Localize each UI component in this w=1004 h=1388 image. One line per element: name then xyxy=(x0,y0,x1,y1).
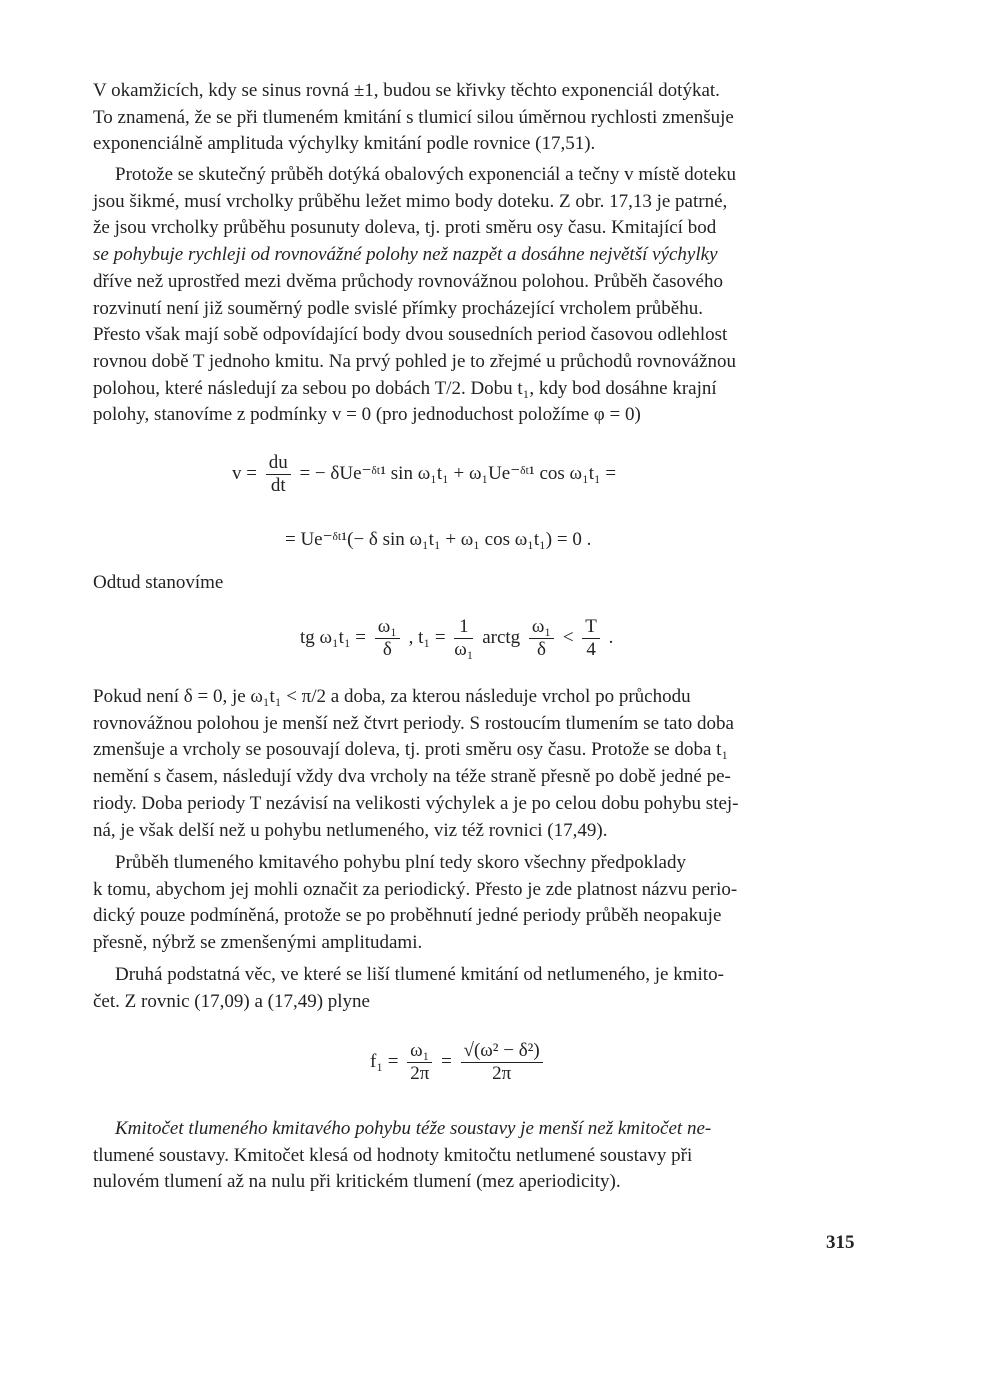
text-line: že jsou vrcholky průběhu posunuty doleva, tj. proti směru osy času. Kmitající bod xyxy=(93,217,717,239)
frac-denominator: δ xyxy=(382,639,392,660)
fraction-omega-delta xyxy=(375,616,400,661)
text-line: ná, je však delší než u pohybu netlumeného, viz též rovnici (17,49). xyxy=(93,819,608,841)
eq-equals: = xyxy=(441,1050,452,1072)
text-line: Odtud stanovíme xyxy=(93,572,224,593)
equation-velocity xyxy=(232,452,616,497)
frac-numerator: ω₁ xyxy=(407,1040,432,1063)
fraction-T-4 xyxy=(582,616,600,661)
fraction-sqrt-2pi xyxy=(461,1040,543,1085)
text-line: čet. Z rovnic (17,09) a (17,49) plyne xyxy=(93,990,370,1012)
frac-numerator: du xyxy=(266,452,291,475)
text-line: dříve než uprostřed mezi dvěma průchody rovnovážnou polohou. Průběh časového xyxy=(93,270,723,292)
paragraph-5 xyxy=(93,850,855,957)
eq-mid: , t₁ = xyxy=(408,626,446,648)
text-line: polohy, stanovíme z podmínky v = 0 (pro jednoduchost položíme φ = 0) xyxy=(93,404,641,426)
text-line: riody. Doba periody T nezávisí na velikosti výchylek a je po celou dobu pohybu stej- xyxy=(93,792,739,814)
text-line: V okamžicích, kdy se sinus rovná ±1, budou se křivky těchto exponenciál dotýkat. xyxy=(93,80,720,101)
text-line: tlumené soustavy. Kmitočet klesá od hodnoty kmitočtu netlumené soustavy při xyxy=(93,1144,693,1166)
paragraph-2 xyxy=(93,162,855,429)
frac-denominator: δ xyxy=(537,639,546,660)
frac-denominator: 4 xyxy=(586,639,596,660)
text-line: Pokud není δ = 0, je ω₁t₁ < π/2 a doba, za kterou následuje vrchol po průchodu xyxy=(93,686,691,707)
text-line: nemění s časem, následují vždy dva vrcholy na téže straně přesně po době jedné pe- xyxy=(93,766,731,788)
eq-lhs: v = xyxy=(232,462,257,484)
paragraph-1 xyxy=(93,78,855,158)
text-line: To znamená, že se při tlumeném kmitání s tlumicí silou úměrnou rychlosti zmenšuje xyxy=(93,106,734,128)
text-line: exponenciálně amplituda výchylky kmitání podle rovnice (17,51). xyxy=(93,133,596,155)
equation-velocity-factored xyxy=(285,528,591,551)
fraction-du-dt xyxy=(266,452,291,497)
paragraph-3 xyxy=(93,570,855,597)
text-line: rozvinutí není již souměrný podle svislé přímky procházející vrcholem průběhu. xyxy=(93,297,703,319)
frac-numerator: ω₁ xyxy=(375,616,400,639)
text-line: zmenšuje a vrcholy se posouvají doleva, tj. proti směru osy času. Protože se doba t₁ xyxy=(93,739,729,761)
equation-time-t1 xyxy=(300,616,613,661)
eq-text: = Ue⁻ᵟᵗ¹(− δ sin ω₁t₁ + ω₁ cos ω₁t₁) = 0 . xyxy=(285,529,592,550)
text-line: polohou, které následují za sebou po dobách T/2. Dobu t₁, kdy bod dosáhne krajní xyxy=(93,377,717,399)
eq-rhs: = − δUe⁻ᵟᵗ¹ sin ω₁t₁ + ω₁Ue⁻ᵟᵗ¹ cos ω₁t₁ = xyxy=(299,462,617,484)
paragraph-6 xyxy=(93,962,855,1015)
frac-numerator: 1 xyxy=(454,616,473,639)
text-line: rovnovážnou polohou je menší než čtvrt periody. S rostoucím tlumením se tato doba xyxy=(93,712,734,734)
frac-numerator: √(ω² − δ²) xyxy=(461,1040,543,1063)
text-line: Přesto však mají sobě odpovídající body dvou sousedních period časovou odlehlost xyxy=(93,324,728,346)
text-line: Průběh tlumeného kmitavého pohybu plní tedy skoro všechny předpoklady xyxy=(115,852,686,873)
text-line-italic: se pohybuje rychleji od rovnovážné polohy než nazpět a dosáhne největší výchylky xyxy=(93,244,718,266)
eq-lt: < xyxy=(562,626,574,648)
fraction-omega-delta-2 xyxy=(529,616,554,661)
text-line: Druhá podstatná věc, ve které se liší tlumené kmitání od netlumeného, je kmito- xyxy=(115,964,724,985)
text-line: dický pouze podmíněná, protože se po proběhnutí jedné periody průběh neopakuje xyxy=(93,905,722,927)
page-number: 315 xyxy=(826,1232,855,1253)
text-line: Protože se skutečný průběh dotýká obalových exponenciál a tečny v místě doteku xyxy=(115,164,737,185)
frac-denominator: 2π xyxy=(492,1063,512,1084)
eq-lhs: tg ω₁t₁ = xyxy=(300,626,367,648)
fraction-omega-2pi xyxy=(407,1040,432,1085)
frac-denominator: dt xyxy=(270,475,286,496)
eq-arctg: arctg xyxy=(482,626,521,648)
text-line: rovnou době T jednoho kmitu. Na prvý pohled je to zřejmé u průchodů rovnovážnou xyxy=(93,350,737,372)
frac-numerator: ω₁ xyxy=(529,616,554,639)
frac-numerator: T xyxy=(582,616,600,639)
fraction-one-omega xyxy=(454,616,473,661)
frac-denominator: ω₁ xyxy=(454,639,474,660)
eq-end: . xyxy=(608,626,614,648)
equation-frequency xyxy=(370,1040,547,1085)
frac-denominator: 2π xyxy=(410,1063,430,1084)
text-line: přesně, nýbrž se zmenšenými amplitudami. xyxy=(93,932,423,954)
paragraph-4 xyxy=(93,684,855,844)
text-line: jsou šikmé, musí vrcholky průběhu ležet mimo body doteku. Z obr. 17,13 je patrné, xyxy=(93,190,728,212)
eq-lhs: f₁ = xyxy=(370,1050,399,1072)
text-line: nulovém tlumení až na nulu při kritickém tlumení (mez aperiodicity). xyxy=(93,1171,621,1193)
paragraph-7 xyxy=(93,1116,855,1196)
text-line-italic: Kmitočet tlumeného kmitavého pohybu téže soustavy je menší než kmitočet ne- xyxy=(115,1118,712,1139)
text-line: k tomu, abychom jej mohli označit za periodický. Přesto je zde platnost názvu perio- xyxy=(93,878,738,900)
